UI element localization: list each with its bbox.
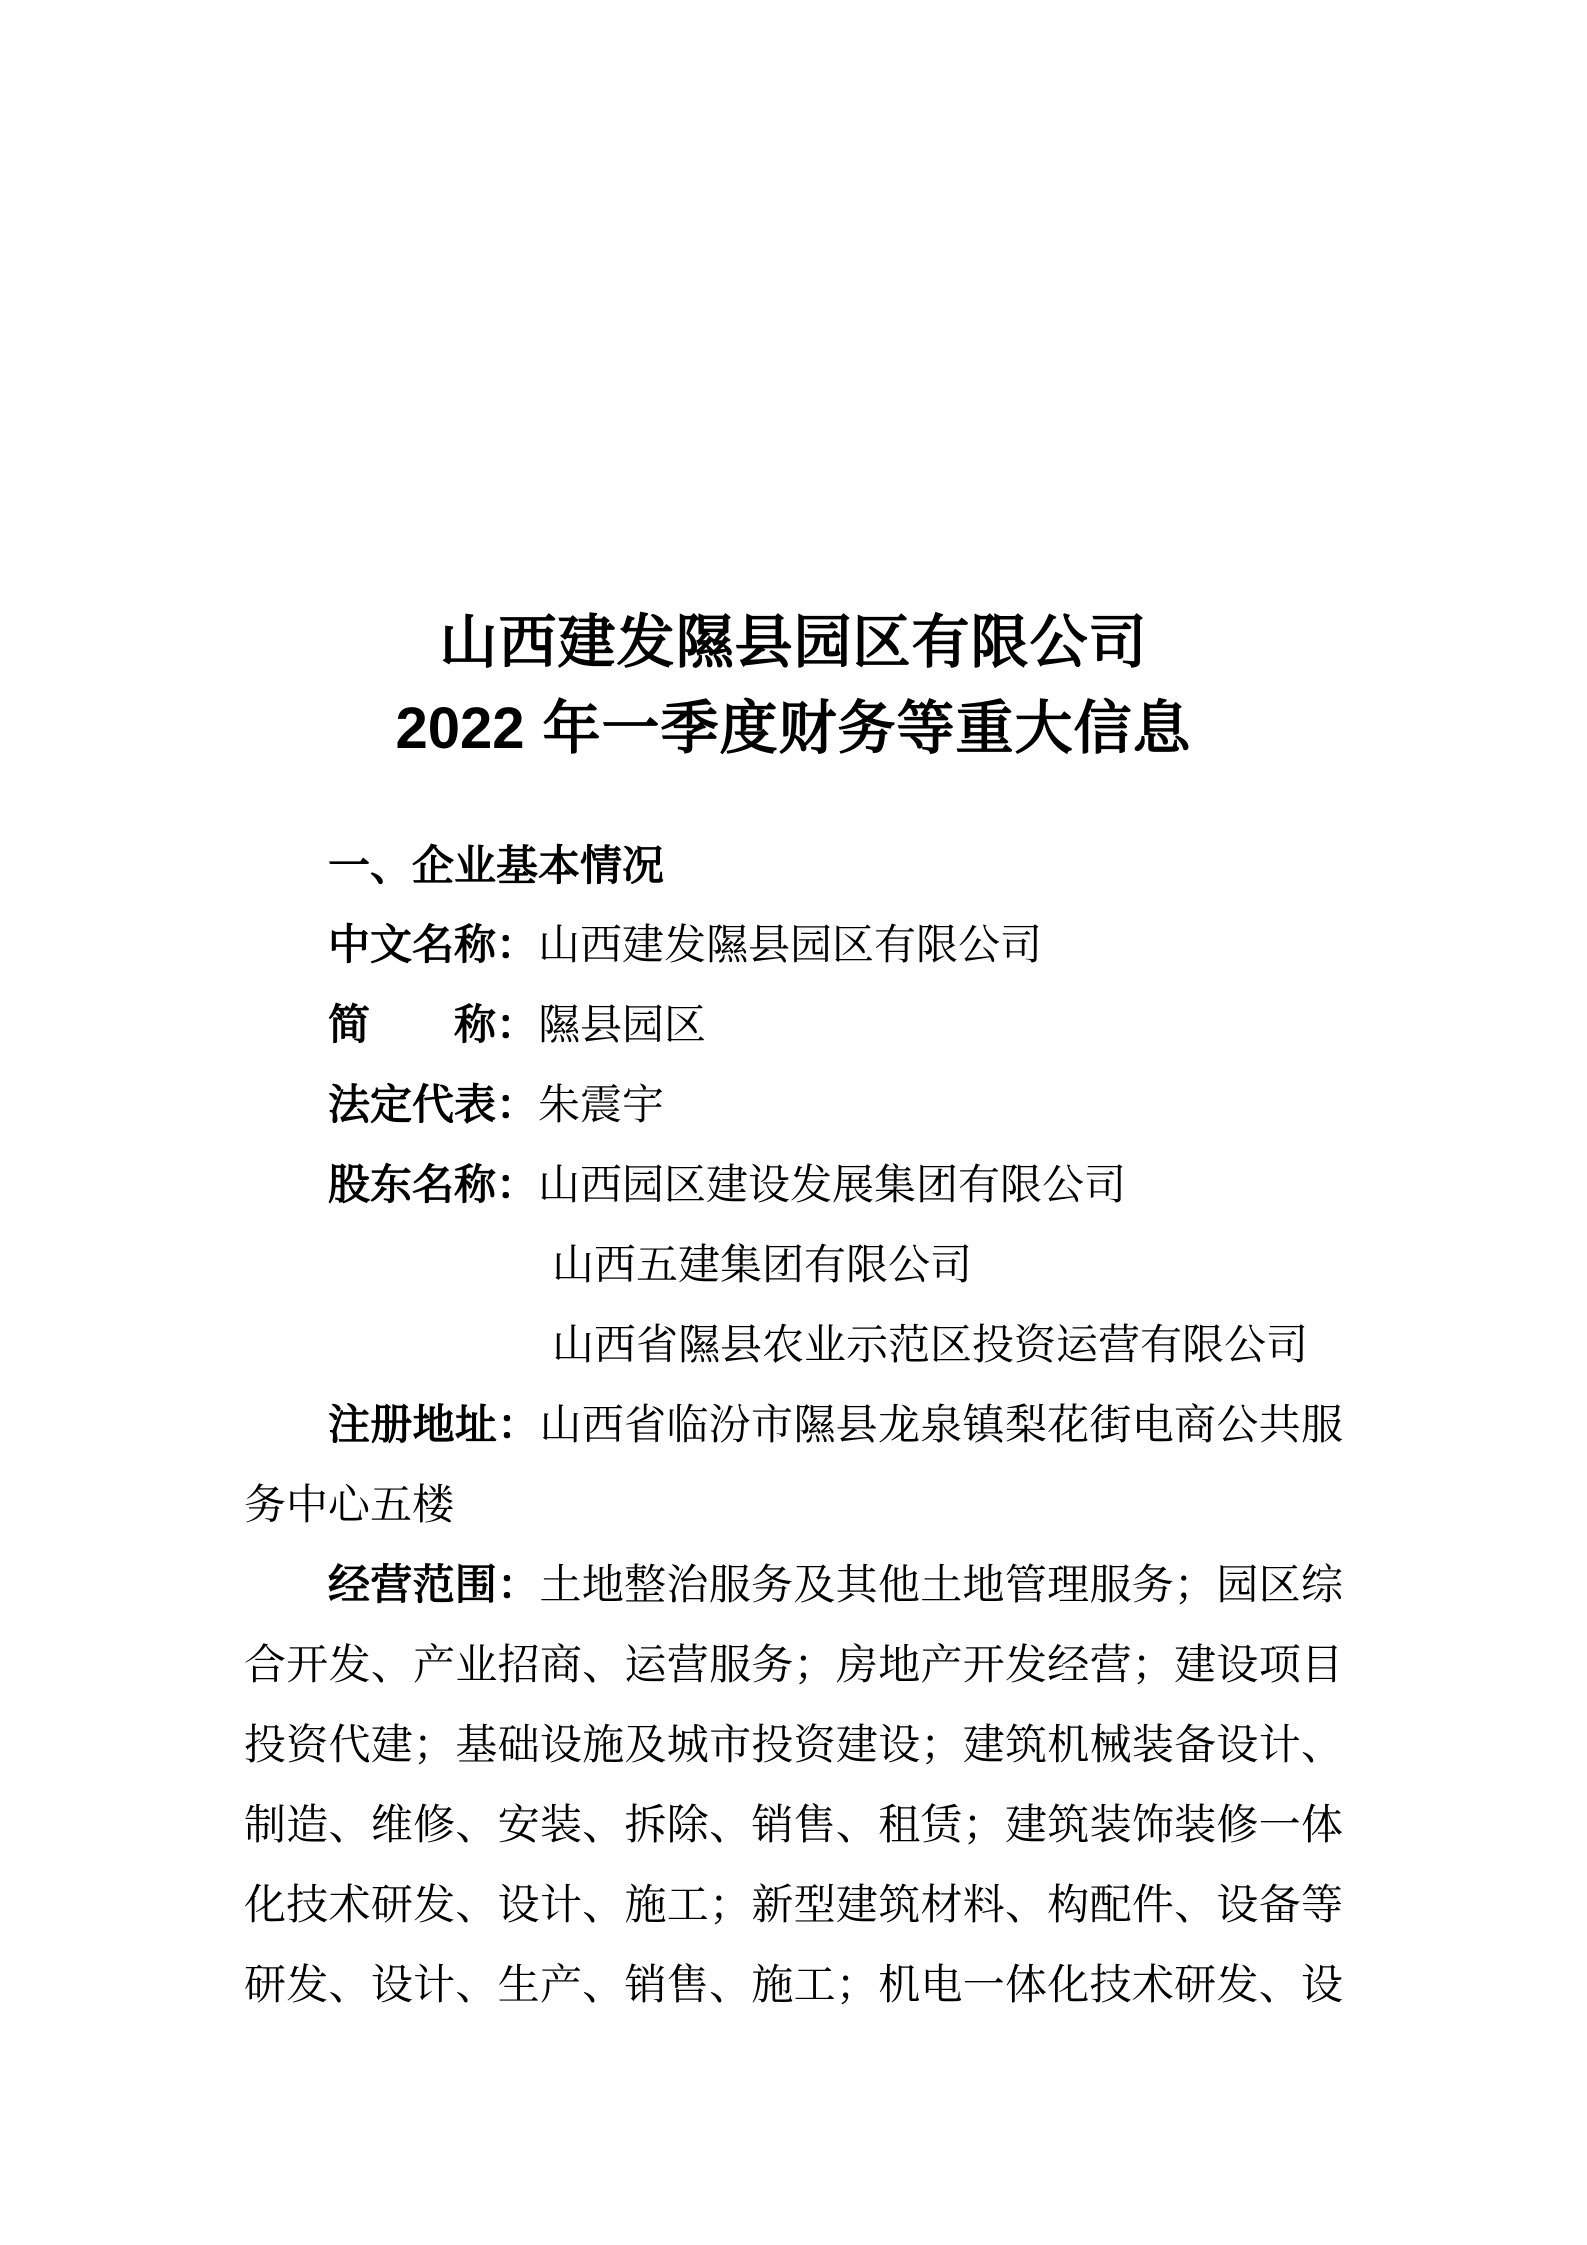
field-business-scope-value: 土地整治服务及其他土地管理服务；园区综 — [539, 1563, 1343, 1609]
document-title-year: 2022 — [395, 696, 525, 761]
shareholder-extra-line: 山西五建集团有限公司 — [552, 1243, 973, 1289]
scope-wrap-line: 制造、维修、安装、拆除、销售、租赁；建筑装饰装修一体 — [244, 1803, 1343, 1849]
shareholder-extra-line: 山西省隰县农业示范区投资运营有限公司 — [552, 1323, 1309, 1369]
document-title-line1: 山西建发隰县园区有限公司 — [439, 610, 1148, 675]
field-registered-address-label: 注册地址： — [328, 1403, 540, 1449]
scope-wrap-line: 研发、设计、生产、销售、施工；机电一体化技术研发、设 — [244, 1963, 1343, 2009]
field-legal-representative — [244, 1066, 1343, 1146]
field-business-scope-label: 经营范围： — [328, 1563, 540, 1609]
field-registered-address-value: 山西省临汾市隰县龙泉镇梨花街电商公共服 — [539, 1403, 1343, 1449]
document-body — [244, 826, 1343, 2026]
field-shareholders — [244, 1146, 1343, 1226]
field-chinese-name — [244, 906, 1343, 986]
scope-wrap-line: 化技术研发、设计、施工；新型建筑材料、构配件、设备等 — [244, 1883, 1343, 1929]
document-title-line2 — [0, 686, 1587, 772]
scope-wrap-line: 投资代建；基础设施及城市投资建设；建筑机械装备设计、 — [244, 1723, 1343, 1769]
field-shareholders-value: 山西园区建设发展集团有限公司 — [538, 1163, 1127, 1209]
scope-wrap-line: 合开发、产业招商、运营服务；房地产开发经营；建设项目 — [244, 1643, 1343, 1689]
field-short-name — [244, 986, 1343, 1066]
field-business-scope — [244, 1546, 1343, 1626]
field-short-name-value: 隰县园区 — [538, 1003, 707, 1049]
field-chinese-name-label: 中文名称： — [328, 923, 539, 969]
field-chinese-name-value: 山西建发隰县园区有限公司 — [538, 923, 1043, 969]
document-title — [0, 0, 1587, 772]
document-title-line2-text: 年一季度财务等重大信息 — [542, 696, 1192, 761]
field-legal-representative-label: 法定代表： — [328, 1083, 539, 1129]
field-shareholders-label: 股东名称： — [328, 1163, 539, 1209]
field-registered-address — [244, 1386, 1343, 1466]
field-legal-representative-value: 朱震宇 — [538, 1083, 665, 1129]
section-heading: 一、企业基本情况 — [328, 842, 665, 889]
address-wrap-line: 务中心五楼 — [244, 1483, 455, 1529]
field-short-name-label: 简 称： — [328, 1003, 539, 1049]
